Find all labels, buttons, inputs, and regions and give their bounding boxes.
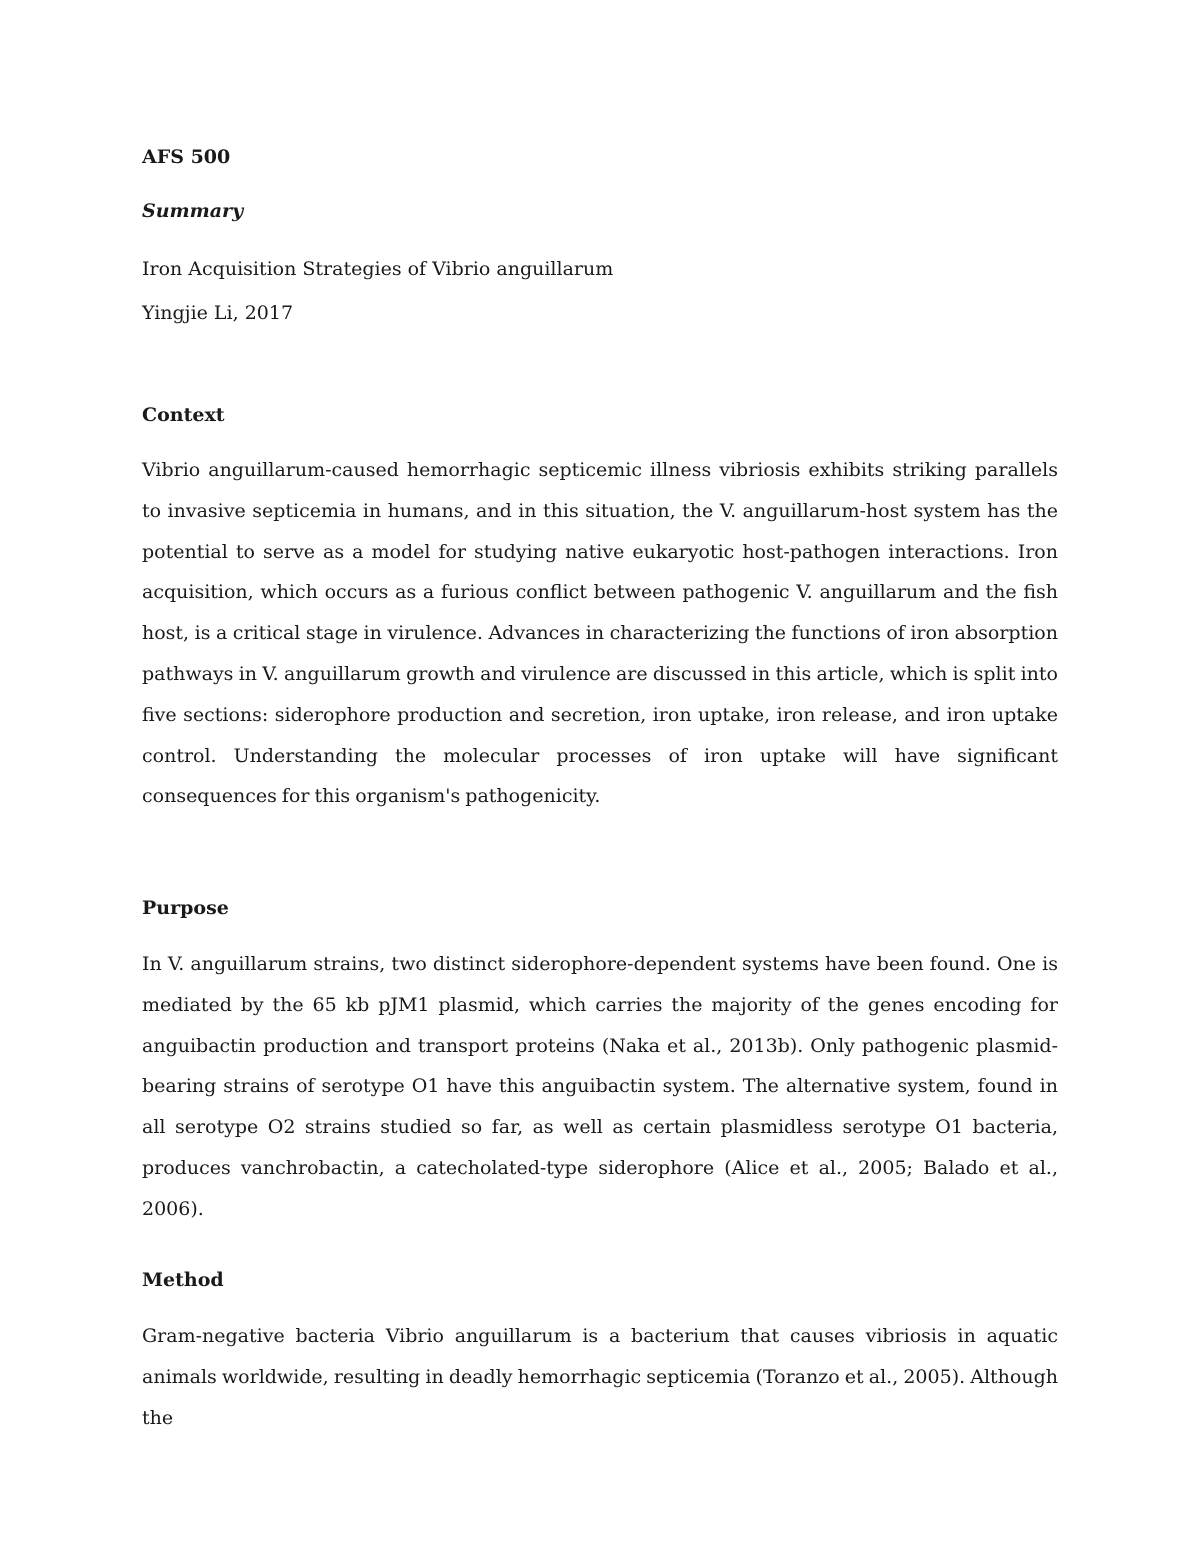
purpose-heading: Purpose — [142, 897, 229, 919]
author-line: Yingjie Li, 2017 — [142, 302, 294, 324]
document-title: Iron Acquisition Strategies of Vibrio anguillarum — [142, 258, 614, 280]
context-heading: Context — [142, 404, 225, 426]
context-paragraph: Vibrio anguillarum-caused hemorrhagic septicemic illness vibriosis exhibits striking parallels to invasive septicemia in humans, and in this situation, the V. anguillarum-host system has the potential to serve as a model for studying native eukaryotic host-pathogen interactions. Iron acquisition, which occurs as a furious conflict between pathogenic V. anguillarum and the fish host, is a critical stage in virulence. Advances in characterizing the functions of iron absorption pathways in V. anguillarum growth and virulence are discussed in this article, which is split into five sections: siderophore production and secretion, iron uptake, iron release, and iron uptake control. Understanding the molecular processes of iron uptake will have significant consequences for this organism's pathogenicity. — [142, 459, 1058, 808]
course-code: AFS 500 — [142, 146, 231, 168]
purpose-paragraph: In V. anguillarum strains, two distinct siderophore-dependent systems have been found. One is mediated by the 65 kb pJM1 plasmid, which carries the majority of the genes encoding for anguibactin production and transport proteins (Naka et al., 2013b). Only pathogenic plasmid-bearing strains of serotype O1 have this anguibactin system. The alternative system, found in all serotype O2 strains studied so far, as well as certain plasmidless serotype O1 bacteria, produces vanchrobactin, a catecholated-type siderophore (Alice et al., 2005; Balado et al., 2006). — [142, 953, 1058, 1220]
method-paragraph: Gram-negative bacteria Vibrio anguillarum is a bacterium that causes vibriosis in aquatic animals worldwide, resulting in deadly hemorrhagic septicemia (Toranzo et al., 2005). Although the — [142, 1325, 1058, 1429]
method-heading: Method — [142, 1269, 224, 1291]
document-label: Summary — [142, 200, 244, 222]
